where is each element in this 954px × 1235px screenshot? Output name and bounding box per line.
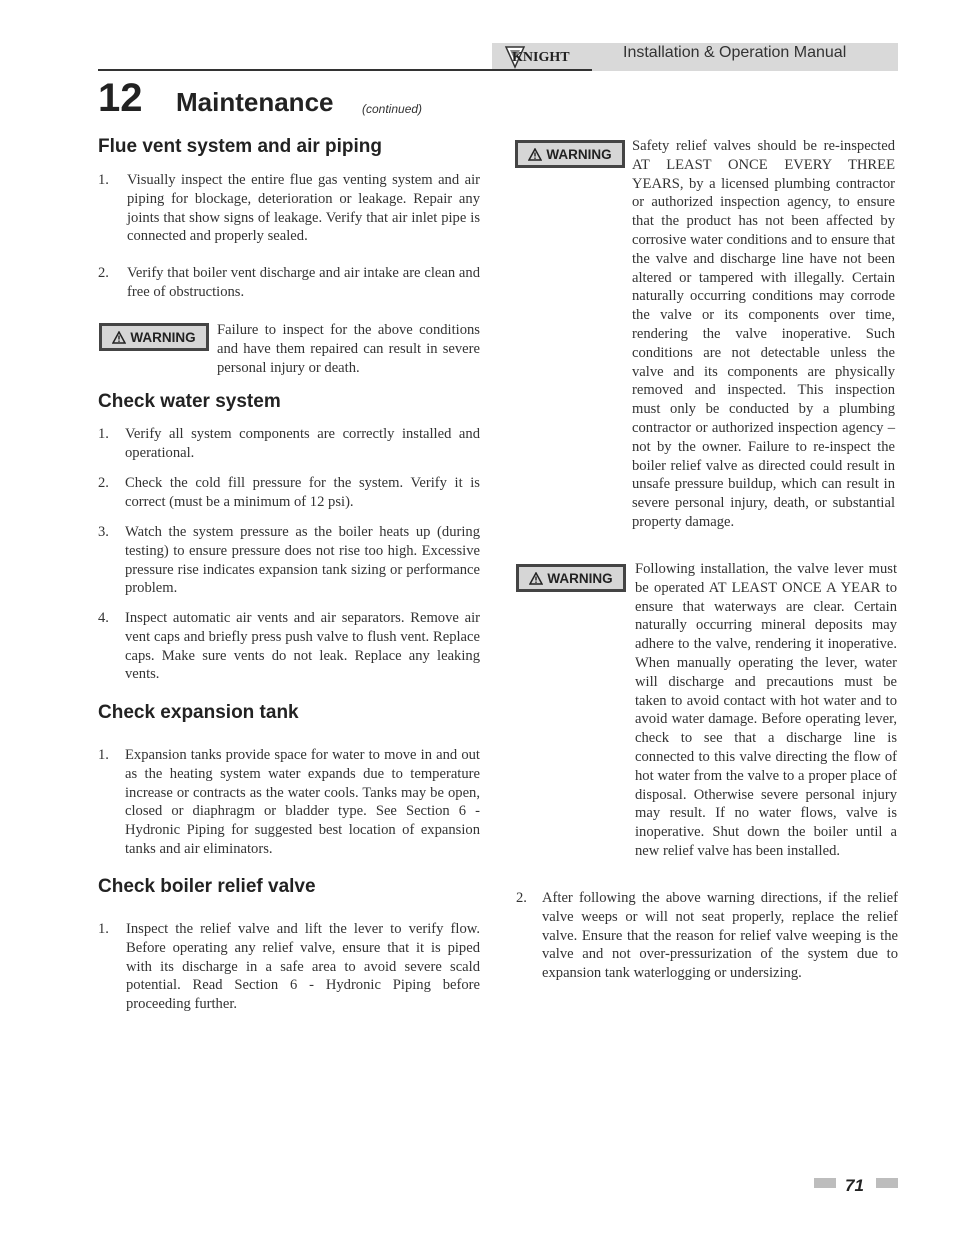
list-item: Inspect automatic air vents and air separators. Remove air vent caps and briefly press push valve to flush vent. Replace caps. Make sure vents do not leak. Replace any leaking vents. bbox=[125, 610, 480, 683]
list-number: 4. bbox=[98, 610, 109, 626]
warning-text: Following installation, the valve lever must be operated AT LEAST ONCE A YEAR to ensure that waterways are clear. Certain naturally occurring mineral deposits may adhere to the valve, rendering it inoperative. When manually operating the lever, water will discharge and precautions must be taken to avoid contact with hot water and to avoid water damage. Before operating lever, check to see that a discharge line is connected to this valve directing the flow of hot water from the valve to a proper place of disposal. Otherwise severe personal injury may result. If no water flows, valve is inoperative. Shut down the boiler until a new relief valve has been installed. bbox=[635, 561, 897, 859]
header-rule bbox=[98, 69, 592, 71]
chapter-number: 12 bbox=[98, 76, 143, 120]
warning-text: Failure to inspect for the above conditions and have them repaired can result in severe personal injury or death. bbox=[217, 322, 480, 376]
list-number: 1. bbox=[98, 921, 109, 937]
page-number-bar-right bbox=[876, 1178, 898, 1188]
warning-label-text: WARNING bbox=[547, 570, 613, 586]
warning-triangle-icon bbox=[529, 572, 543, 585]
list-item: Inspect the relief valve and lift the lever to verify flow. Before operating any relief valve, ensure that it is piped with its discharge in a safe area to avoid severe scald potential. Read Section 6 - Hydronic Piping before proceeding further. bbox=[126, 921, 480, 1013]
warning-label bbox=[515, 140, 625, 168]
list-item: Expansion tanks provide space for water to move in and out as the heating system water expands due to temperature increase or contracts as the water cools. Tanks may be open, closed or diaphragm or bladder type. See Section 6 - Hydronic Piping for suggested best location of expansion tanks and air eliminators. bbox=[125, 747, 480, 857]
list-item: Verify all system components are correctly installed and operational. bbox=[125, 426, 480, 461]
list-number: 2. bbox=[98, 265, 109, 281]
list-number: 2. bbox=[98, 475, 109, 491]
list-number: 1. bbox=[98, 747, 109, 763]
knight-logo bbox=[500, 43, 590, 71]
list-number: 1. bbox=[98, 426, 109, 442]
warning-text: Safety relief valves should be re-inspected AT LEAST ONCE EVERY THREE YEARS, by a licensed plumbing contractor or authorized inspection agency, to ensure that the product has not been affected by corrosive water conditions and to ensure that the valve and discharge line have not been altered or tampered with illegally. Certain naturally occurring conditions may corrode the valve or its components over time, rendering the valve inoperative. Such conditions are not detectable unless the valve and its components are physically removed and inspected. This inspection must only be conducted by a plumbing contractor or authorized inspection agency – not by the owner. Failure to re-inspect the boiler relief valve as directed could result in unsafe pressure buildup, which can result in severe personal injury, death, or substantial property damage. bbox=[632, 138, 895, 530]
warning-label bbox=[99, 323, 209, 351]
section-heading-flue: Flue vent system and air piping bbox=[98, 136, 383, 157]
warning-label bbox=[516, 564, 626, 592]
section-heading-water: Check water system bbox=[98, 391, 281, 412]
list-number: 2. bbox=[516, 890, 527, 906]
list-item: Watch the system pressure as the boiler heats up (during testing) to ensure pressure does not rise too high. Excessive pressure rise indicates expansion tank sizing or performance problem. bbox=[125, 524, 480, 597]
warning-label-text: WARNING bbox=[130, 329, 196, 345]
list-item: After following the above warning directions, if the relief valve weeps or will not seat properly, replace the relief valve. Ensure that the reason for relief valve weeping is the valve and not over-pressurization of the system due to expansion tank waterlogging or undersizing. bbox=[542, 890, 898, 982]
section-heading-expansion: Check expansion tank bbox=[98, 702, 299, 723]
chapter-title: Maintenance bbox=[176, 87, 334, 117]
manual-title: Installation & Operation Manual bbox=[623, 44, 847, 61]
chapter-continued: (continued) bbox=[362, 102, 423, 116]
logo-text: KNIGHT bbox=[512, 50, 570, 65]
warning-triangle-icon bbox=[528, 148, 542, 161]
list-number: 3. bbox=[98, 524, 109, 540]
list-item: Verify that boiler vent discharge and air intake are clean and free of obstructions. bbox=[127, 265, 480, 300]
list-item: Check the cold fill pressure for the system. Verify it is correct (must be a minimum of 12 psi). bbox=[125, 475, 480, 510]
warning-triangle-icon bbox=[112, 331, 126, 344]
section-heading-relief: Check boiler relief valve bbox=[98, 876, 316, 897]
list-number: 1. bbox=[98, 172, 109, 188]
page-number: 71 bbox=[845, 1176, 864, 1195]
warning-label-text: WARNING bbox=[546, 146, 612, 162]
list-item: Visually inspect the entire flue gas venting system and air piping for blockage, deterioration or leakage. Repair any joints that show signs of leakage. Verify that air inlet pipe is connected and properly sealed. bbox=[127, 172, 480, 245]
page-number-bar-left bbox=[814, 1178, 836, 1188]
